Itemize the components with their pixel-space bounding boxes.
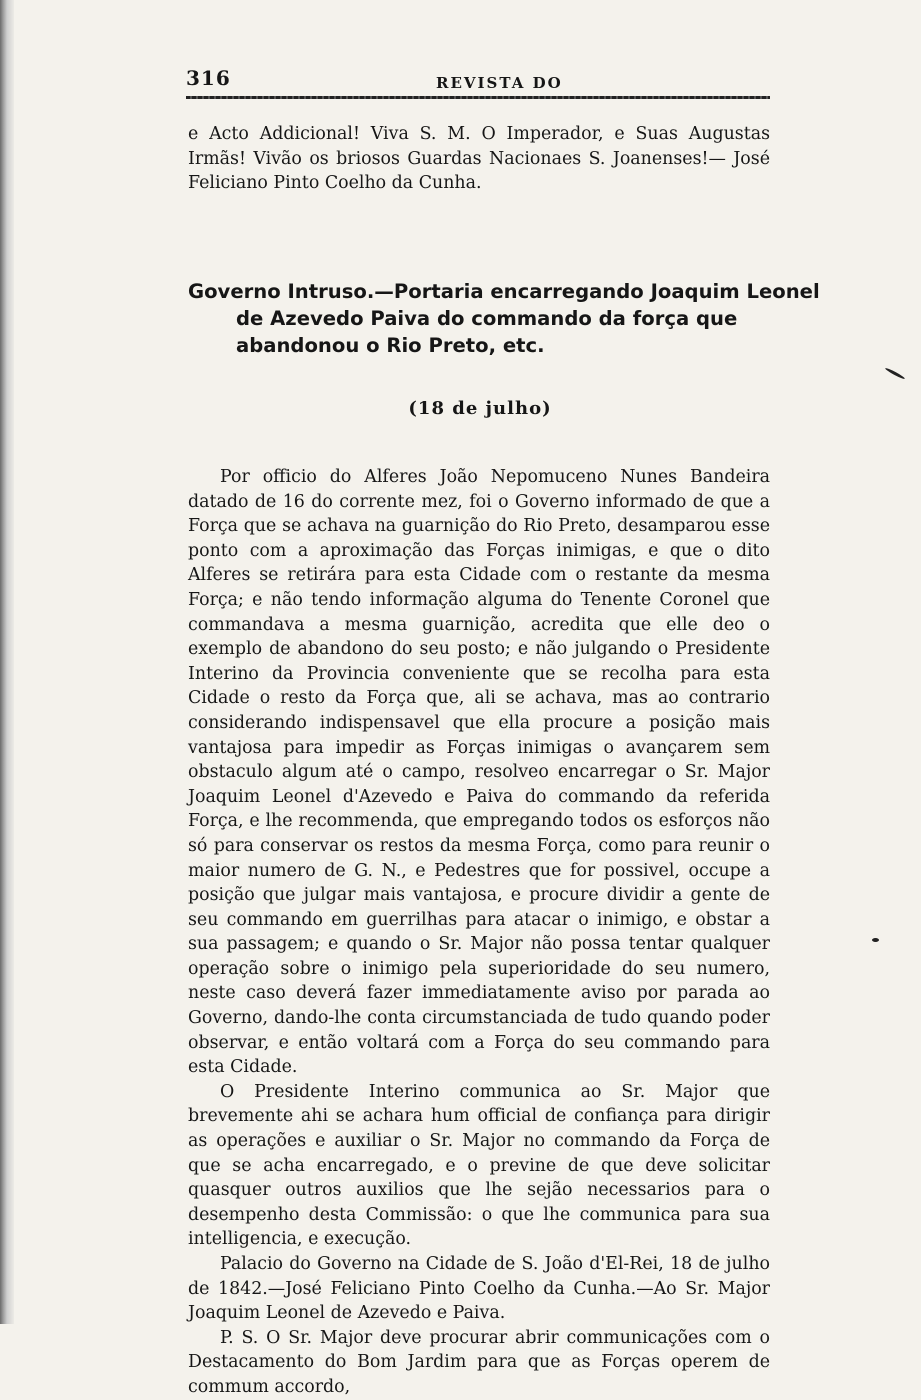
date-line: (18 de julho) [408,398,552,419]
page-number: 316 [186,66,231,90]
page-binding-edge [0,0,14,1324]
body-paragraph: P. S. O Sr. Major deve procurar abrir communicações com o Destacamento do Bom Jardim para que as Forças operem de commum accordo, [188,1327,770,1397]
intro-paragraph: e Acto Addicional! Viva S. M. O Imperador, e Suas Augustas Irmãs! Vivão os briosos Guardas Nacionaes S. Joanenses!— José Feliciano Pinto Coelho da Cunha. [188,124,770,194]
ink-speck [872,938,879,942]
ink-speck [885,367,906,380]
running-header [186,62,770,92]
header-rule [186,96,770,99]
running-title: REVISTA DO [436,74,563,92]
section-heading: Governo Intruso.—Portaria encarregando Joaquim Leonel de Azevedo Paiva do commando da força que abandonou o Rio Preto, etc. [188,280,820,357]
body-paragraph: O Presidente Interino communica ao Sr. Major que brevemente ahi se achara hum official de confiança para dirigir as operações e auxiliar o Sr. Major no commando da Força de que se acha encarregado, e o previne de que deve solicitar quasquer outros auxilios que lhe sejão necessarios para o desempenho desta Commissão: o que lhe communica para sua intelligencia, e execução. [188,1081,770,1250]
body-text [188,465,770,1400]
body-paragraph: Por officio do Alferes João Nepomuceno Nunes Bandeira datado de 16 do corrente mez, foi o Governo informado de que a Força que se achava na guarnição do Rio Preto, desamparou esse ponto com a aproximação das Forças inimigas, e que o dito Alferes se retirára para esta Cidade com o restante da mesma Força; e não tendo informação alguma do Tenente Coronel que commandava a mesma guarnição, acredita que elle deo o exemplo de abandono do seu posto; e não julgando o Presidente Interino da Provincia conveniente que se recolha para esta Cidade o resto da Força que, ali se achava, mas ao contrario considerando indispensavel que ella procure a posição mais vantajosa para impedir as Forças inimigas o avançarem sem obstaculo algum até o campo, resolveo encarregar o Sr. Major Joaquim Leonel d'Azevedo e Paiva do commando da referida Força, e lhe recommenda, que empregando todos os esforços não só para conservar os restos da mesma Força, como para reunir o maior numero de G. N., e Pedestres que for possivel, occupe a posição que julgar mais vantajosa, e procure dividir a gente de seu commando em guerrilhas para atacar o inimigo, e obstar a sua passagem; e quando o Sr. Major não possa tentar qualquer operação sobre o inimigo pela superioridade do seu numero, neste caso deverá fazer immediatamente aviso por parada ao Governo, dando-lhe conta circumstanciada de tudo quando poder observar, e então voltará com a Força do seu commando para esta Cidade. [188,467,770,1078]
body-paragraph: Palacio do Governo na Cidade de S. João d'El-Rei, 18 de julho de 1842.—José Feliciano Pinto Coelho da Cunha.—Ao Sr. Major Joaquim Leonel de Azevedo e Paiva. [188,1254,770,1324]
